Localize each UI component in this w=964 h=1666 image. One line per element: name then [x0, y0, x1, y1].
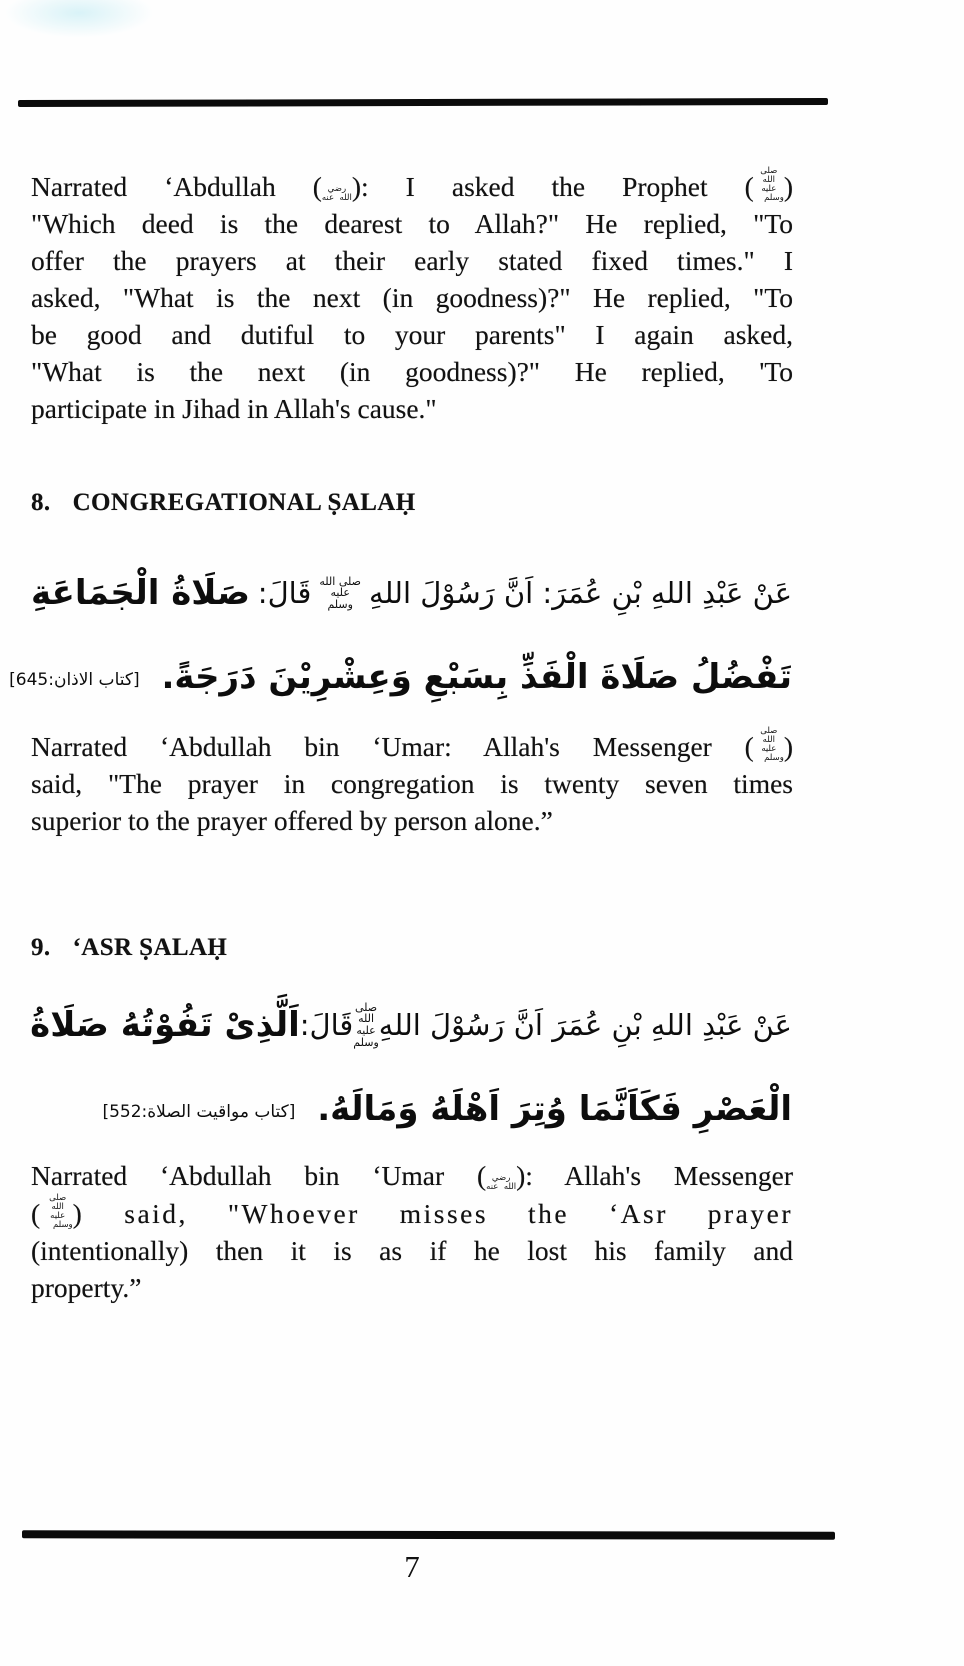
arabic-qala: قَالَ:: [257, 576, 312, 610]
text-line: [31, 353, 793, 390]
section8-number: 8.: [31, 489, 51, 516]
text-segment: ): I asked the Prophet (: [351, 170, 754, 202]
honorific-symbol: صلى الله عليه وسلم: [760, 166, 784, 203]
scan-smudge: [4, 0, 154, 38]
text-line: [31, 802, 793, 839]
text-segment: ): [783, 730, 793, 762]
intro-paragraph: [31, 167, 793, 427]
section9-number: 9.: [31, 934, 51, 961]
text-segment: "Which deed is the dearest to Allah?" He replied, "To: [31, 207, 793, 239]
text-line: [31, 205, 793, 242]
text-line: [31, 765, 793, 802]
section9-title: ‘ASR ṢALAḤ: [72, 934, 228, 961]
page-number: 7: [404, 1549, 420, 1584]
arabic-hadith-quote: صَلَاةُ الْجَمَاعَةِ: [31, 573, 250, 613]
text-segment: asked, "What is the next (in goodness)?" He replied, "To: [31, 281, 793, 313]
bottom-rule: [22, 1530, 835, 1539]
section9-heading: [31, 934, 227, 962]
hadith-reference: [كتاب الاذان:645]: [9, 670, 140, 690]
text-line: [31, 1194, 793, 1232]
arabic-narration-chain: عَنْ عَبْدِ اللهِ بْنِ عُمَرَ اَنَّ رَسُوْلَ اللهِ: [378, 1008, 792, 1042]
honorific-symbol: رضي الله عنه: [486, 1173, 517, 1192]
salla-allahu-alayhi-wasallam-symbol: صلى الله عليه وسلم: [353, 1000, 379, 1049]
section8-title: CONGREGATIONAL ṢALAḤ: [72, 489, 416, 516]
honorific-symbol: صلى الله عليه وسلم: [49, 1193, 73, 1230]
text-segment: property.”: [31, 1271, 142, 1303]
honorific-symbol: رضي الله عنه: [321, 183, 352, 203]
text-line: [31, 1269, 793, 1306]
text-line: [31, 727, 793, 765]
text-segment: (: [31, 1197, 43, 1229]
text-line: [31, 316, 793, 353]
text-line: [31, 390, 793, 427]
arabic-hadith-quote: اَلَّذِىْ تَفُوْتُهُ صَلَاةُ: [30, 1005, 300, 1045]
hadith-reference: [كتاب مواقيت الصلاة:552]: [102, 1102, 296, 1122]
section9-arabic: [31, 980, 792, 1148]
text-line: [31, 167, 793, 205]
arabic-qala: قَالَ:: [299, 1008, 354, 1042]
arabic-line: [31, 1070, 792, 1148]
arabic-hadith-quote: تَفْضُلُ صَلَاةَ الْفَذِّ بِسَبْعِ وَعِشْرِيْنَ دَرَجَةً.: [161, 657, 792, 697]
text-segment: offer the prayers at their early stated fixed times." I: [31, 244, 793, 276]
section8-heading: [31, 489, 416, 517]
text-segment: participate in Jihad in Allah's cause.": [31, 392, 437, 424]
text-line: [31, 1232, 793, 1269]
text-line: [31, 1157, 793, 1194]
text-segment: ) said, "Whoever misses the ‘Asr prayer: [72, 1197, 793, 1229]
text-segment: be good and dutiful to your parents" I again asked,: [31, 318, 793, 350]
arabic-line: [31, 980, 792, 1070]
section8-arabic: [9, 548, 792, 716]
arabic-hadith-quote: الْعَصْرِ فَكَاَنَّمَا وُتِرَ اَهْلَهُ وَمَالَهُ.: [317, 1089, 792, 1129]
text-segment: said, "The prayer in congregation is twenty seven times: [31, 767, 793, 799]
top-rule: [18, 98, 828, 107]
honorific-symbol: صلى الله عليه وسلم: [760, 726, 784, 763]
salla-allahu-alayhi-wasallam-symbol: صلى الله عليه وسلم: [319, 574, 361, 611]
text-line: [31, 242, 793, 279]
section9-translation: [31, 1157, 793, 1306]
arabic-line: [31, 548, 792, 638]
text-segment: Narrated ‘Abdullah (: [31, 170, 322, 202]
text-line: [31, 279, 793, 316]
text-segment: (intentionally) then it is as if he lost his family and: [31, 1234, 793, 1266]
text-segment: Narrated ‘Abdullah bin ‘Umar (: [31, 1160, 487, 1191]
text-segment: ): Allah's Messenger: [516, 1160, 793, 1191]
text-segment: ): [783, 170, 793, 202]
arabic-narration-chain: عَنْ عَبْدِ اللهِ بْنِ عُمَرَ: اَنَّ رَسُوْلَ اللهِ: [369, 576, 792, 610]
text-segment: Narrated ‘Abdullah bin ‘Umar: Allah's Messenger (: [31, 730, 754, 762]
text-segment: "What is the next (in goodness)?" He replied, 'To: [31, 355, 793, 387]
arabic-line: [9, 638, 792, 716]
section8-translation: [31, 727, 793, 839]
text-segment: superior to the prayer offered by person alone.”: [31, 804, 553, 836]
